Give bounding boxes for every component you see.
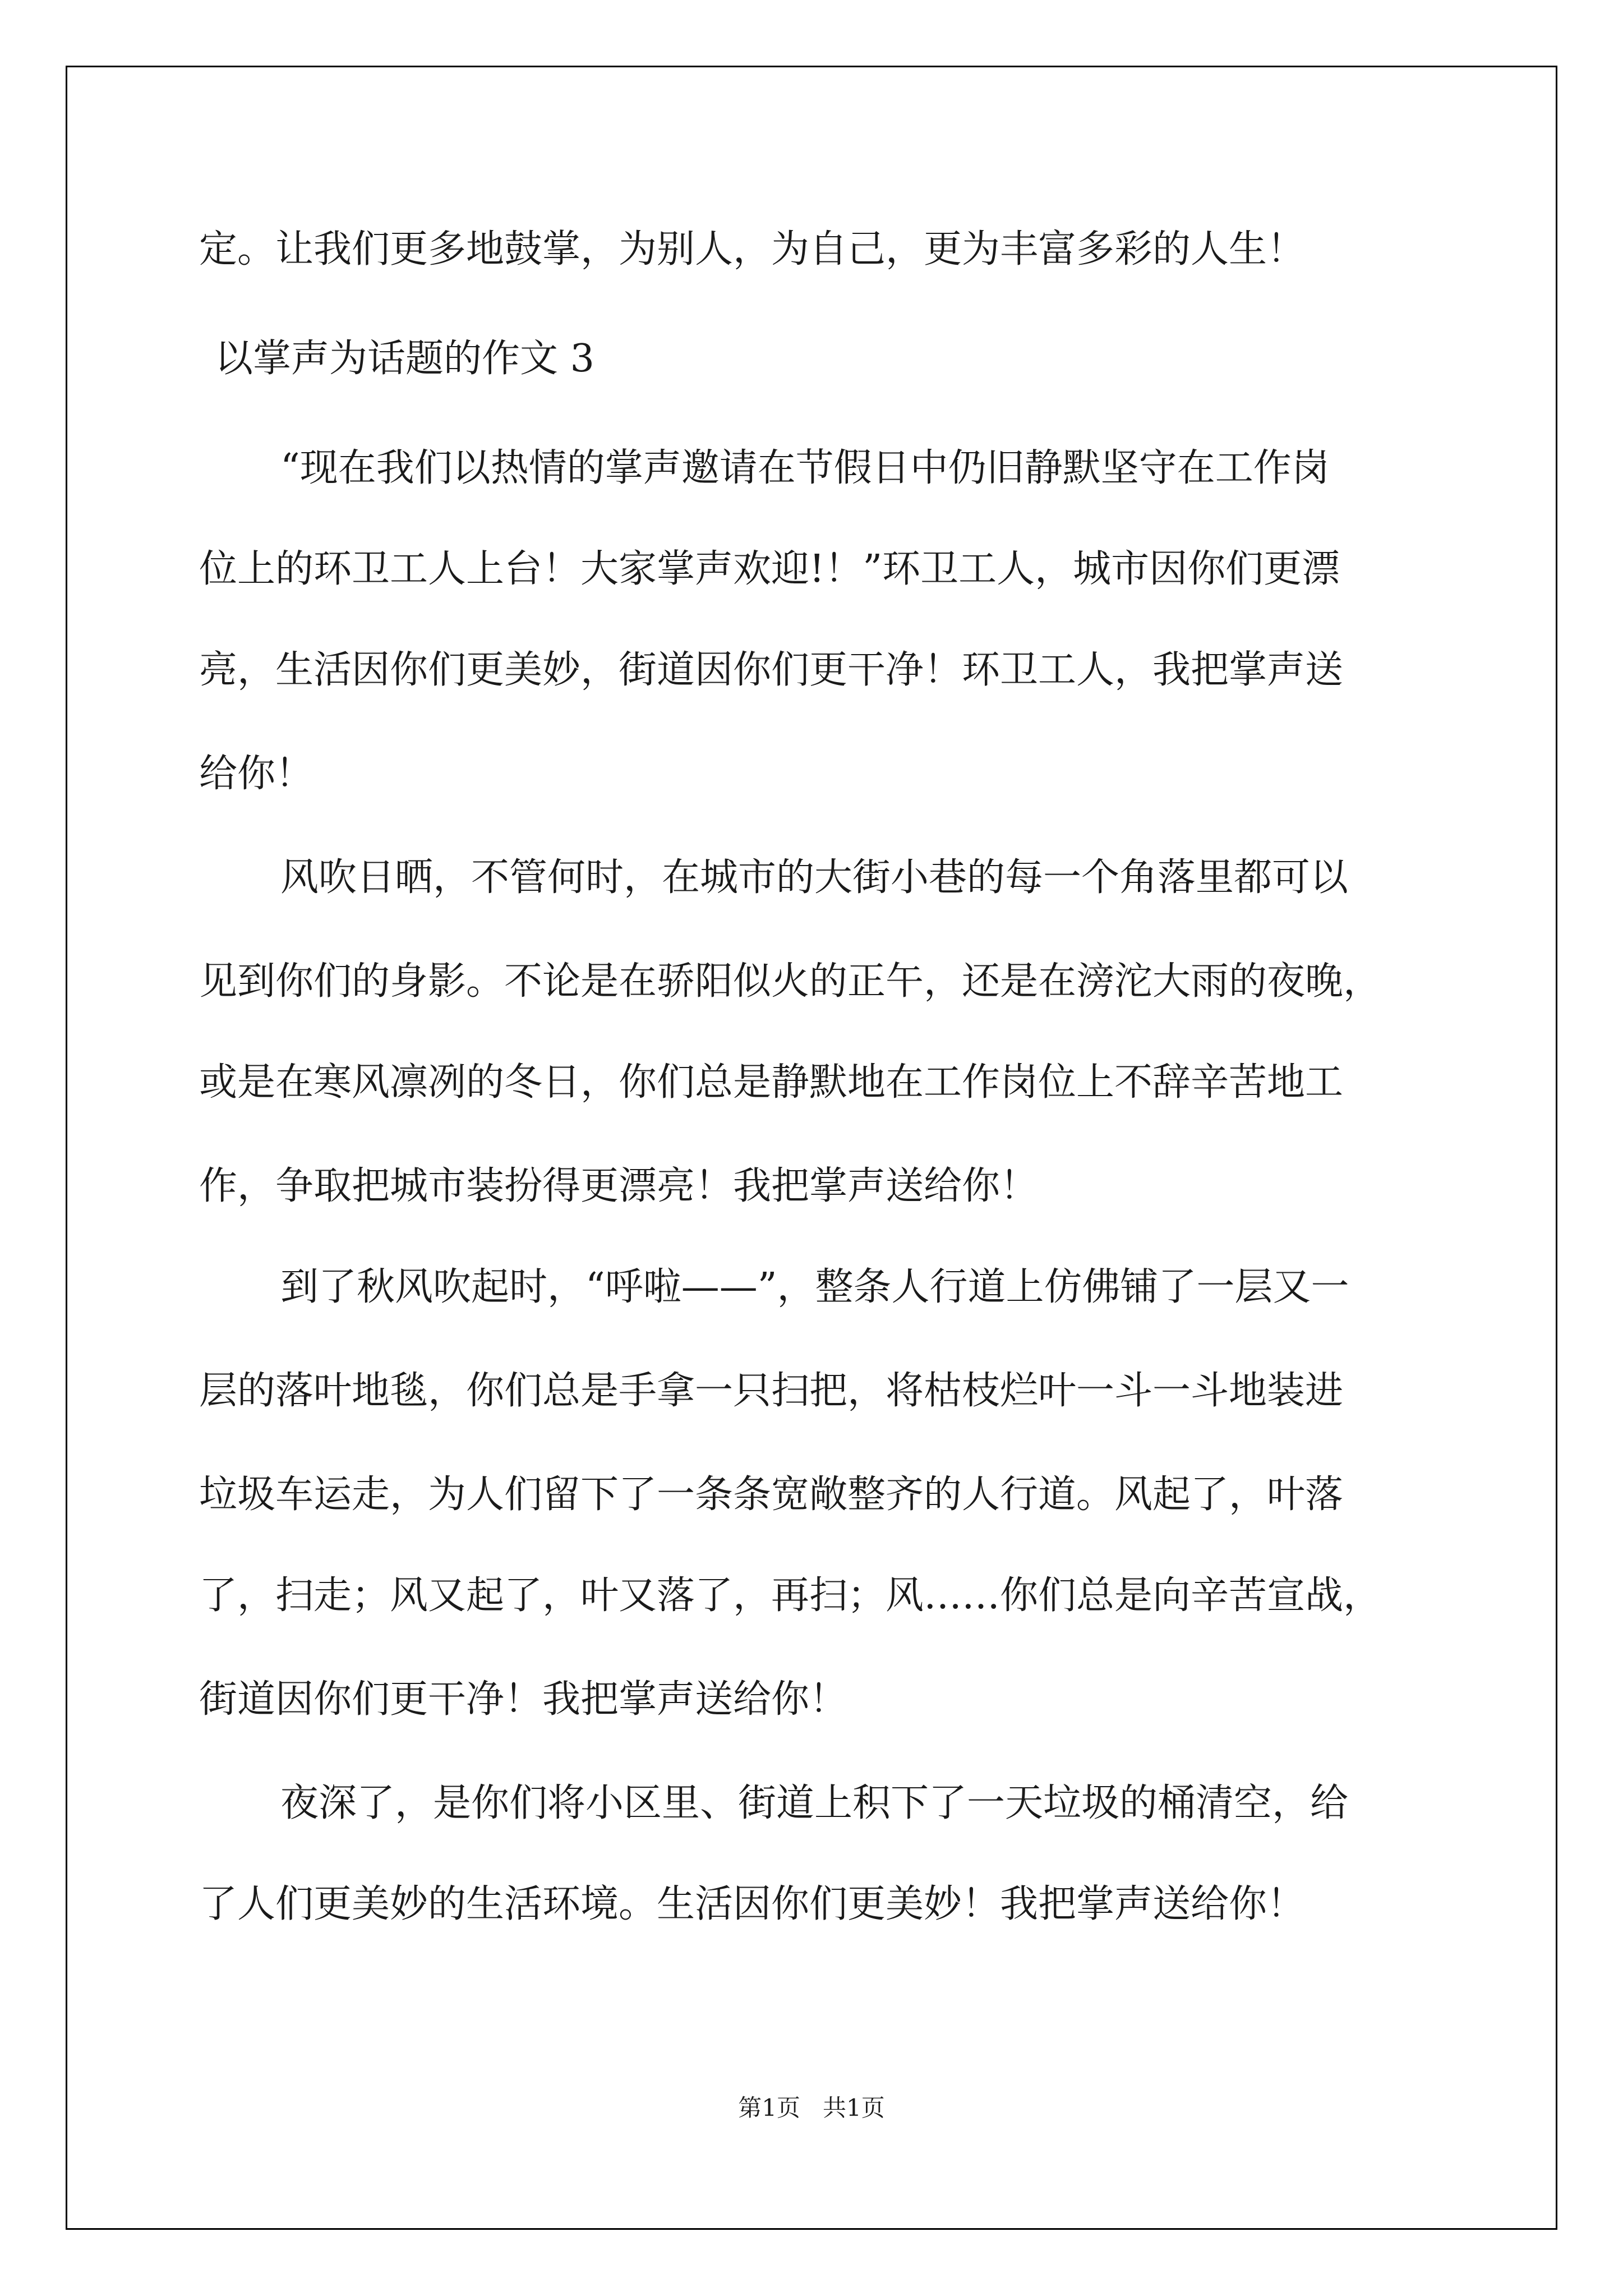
text-line: 了，扫走；风又起了，叶又落了，再扫；风……你们总是向辛苦宣战， <box>199 1573 1382 1618</box>
text-line: 垃圾车运走，为人们留下了一条条宽敞整齐的人行道。风起了，叶落 <box>199 1473 1344 1517</box>
text-line: 层的落叶地毯，你们总是手拿一只扫把，将枯枝烂叶一斗一斗地装进 <box>199 1369 1344 1413</box>
text-line: 街道因你们更干净！我把掌声送给你！ <box>199 1677 848 1722</box>
text-line: 给你！ <box>199 752 314 796</box>
text-line: 或是在寒风凛冽的冬日，你们总是静默地在工作岗位上不辞辛苦地工 <box>199 1060 1344 1105</box>
text-line: 风吹日晒，不管何时，在城市的大街小巷的每一个角落里都可以 <box>280 855 1349 900</box>
text-line: 定。让我们更多地鼓掌，为别人，为自己，更为丰富多彩的人生！ <box>199 227 1306 272</box>
text-line: 亮，生活因你们更美妙，街道因你们更干净！环卫工人，我把掌声送 <box>199 648 1344 692</box>
text-line: “现在我们以热情的掌声邀请在节假日中仍旧静默坚守在工作岗 <box>280 446 1330 490</box>
text-line: 作，争取把城市装扮得更漂亮！我把掌声送给你！ <box>199 1164 1039 1208</box>
text-line: 夜深了，是你们将小区里、街道上积下了一天垃圾的桶清空，给 <box>280 1781 1349 1825</box>
text-line: 位上的环卫工人上台！大家掌声欢迎!！”环卫工人，城市因你们更漂 <box>199 547 1340 591</box>
text-line: 见到你们的身影。不论是在骄阳似火的正午，还是在滂沱大雨的夜晚， <box>199 959 1382 1004</box>
text-line: 到了秋风吹起时，“呼啦——”，整条人行道上仿佛铺了一层又一 <box>280 1265 1349 1309</box>
section-heading: 以掌声为话题的作文 3 <box>215 337 594 381</box>
page-footer: 第1页 共1页 <box>738 2094 885 2122</box>
text-line: 了人们更美妙的生活环境。生活因你们更美妙！我把掌声送给你！ <box>199 1882 1306 1926</box>
